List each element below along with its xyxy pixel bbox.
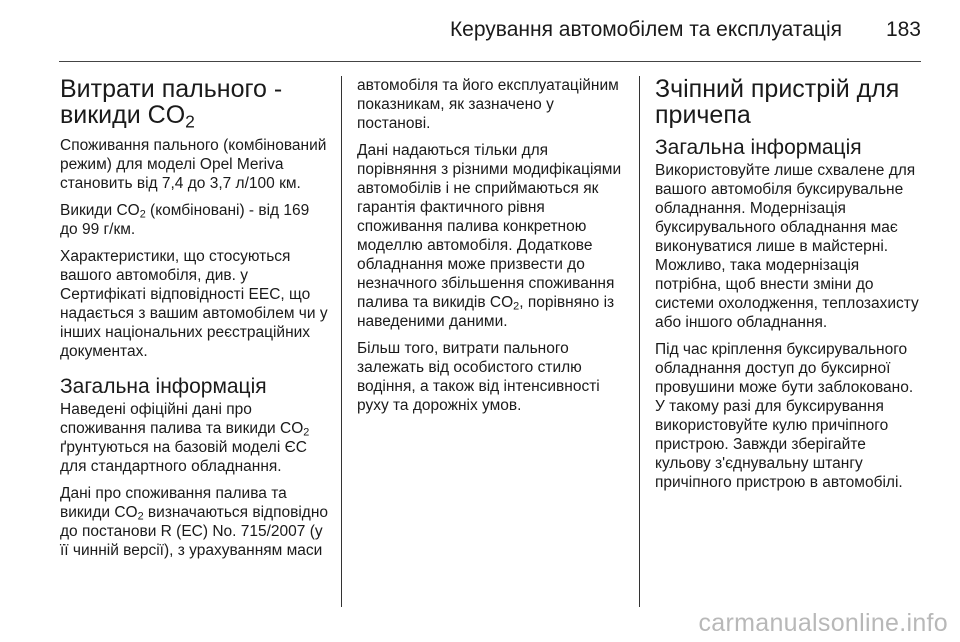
paragraph-approved-equipment: Використовуйте лише схвалене для вашого автомобіля буксирувальне обладнання. Модернізація буксирувального обладнання має виконуватися лише в майстерні. Можливо, така модернізація потрібна, щоб внести зміни до системи охолодження, теплозахисту або іншого обладнання. <box>655 162 919 331</box>
section-title-fuel-consumption <box>60 75 328 132</box>
section-title-general-info: Загальна інформація <box>60 375 267 398</box>
paragraph-comparison <box>357 141 629 331</box>
page-number: 183 <box>885 18 921 41</box>
section-title-towing-device: Зчіпний пристрій для причепа <box>655 75 900 129</box>
column-divider <box>639 76 640 607</box>
text-part: визначаються відповідно до постанови R (EC) No. 715/2007 (у її чинній версії), з урахуванням маси <box>60 504 329 559</box>
section-subtitle-general-info: Загальна інформація <box>655 136 862 159</box>
column-2 <box>357 76 629 423</box>
text-part: (комбіновані) - від 169 до 99 г/км. <box>60 202 310 238</box>
subscript: 2 <box>137 510 144 523</box>
paragraph-driving-style: Більш того, витрати пального залежать від особистого стилю водіння, а також від інтенсивності руху та дорожніх умов. <box>357 340 600 414</box>
title-subscript: 2 <box>185 111 195 132</box>
paragraph-fuel-consumption: Споживання пального (комбінований режим) для моделі Opel Meriva становить від 7,4 до 3,7 л/100 км. <box>60 137 327 192</box>
page-header <box>0 0 960 62</box>
title-line-1: Витрати пального - <box>60 75 283 103</box>
paragraph-co2-emissions <box>60 201 328 239</box>
paragraph-continuation: автомобіля та його експлуатаційним показникам, як зазначено у постанові. <box>357 77 619 132</box>
column-1 <box>60 76 328 568</box>
header-title: Керування автомобілем та експлуатація <box>449 18 842 41</box>
title-line-2: викиди CO <box>60 101 186 129</box>
subscript: 2 <box>303 426 310 439</box>
watermark: carmanualsonline.info <box>698 609 948 637</box>
text-part: Дані про споживання палива та викиди CO <box>60 485 287 521</box>
paragraph-characteristics: Характеристики, що стосуються вашого автомобіля, див. у Сертифікаті відповідності ЕЕС, що надається з вашим автомобілем чи у інших національних реєстраційних документах. <box>60 248 328 360</box>
text-part: ґрунтуються на базовій моделі ЄС для стандартного обладнання. <box>60 439 307 475</box>
text-part: Викиди CO <box>60 202 140 219</box>
header-rule <box>59 61 921 62</box>
paragraph-towing-eye: Під час кріплення буксирувального обладнання доступ до буксирної провушини може бути заблоковано. У такому разі для буксирування використовуйте кулю причіпного пристрою. Завжди зберігайте кульову з'єднувальну штангу причіпного пристрою в автомобілі. <box>655 341 914 491</box>
text-part: , порівняно із наведеними даними. <box>357 294 615 330</box>
column-3 <box>655 76 923 500</box>
paragraph-official-data <box>60 400 328 476</box>
text-part: Наведені офіційні дані про споживання палива та викиди CO <box>60 401 304 437</box>
subscript: 2 <box>139 208 146 221</box>
text-part: Дані надаються тільки для порівняння з різними модифікаціями автомобілів і не сприймаються як гарантія фактичного рівня споживання палива конкретною моделлю автомобіля. Додаткове обладнання може призвести до незначного збільшення споживання палива та викидів CO <box>357 142 622 311</box>
subscript: 2 <box>513 300 520 313</box>
paragraph-data-determination <box>60 484 328 560</box>
column-divider <box>341 76 342 607</box>
